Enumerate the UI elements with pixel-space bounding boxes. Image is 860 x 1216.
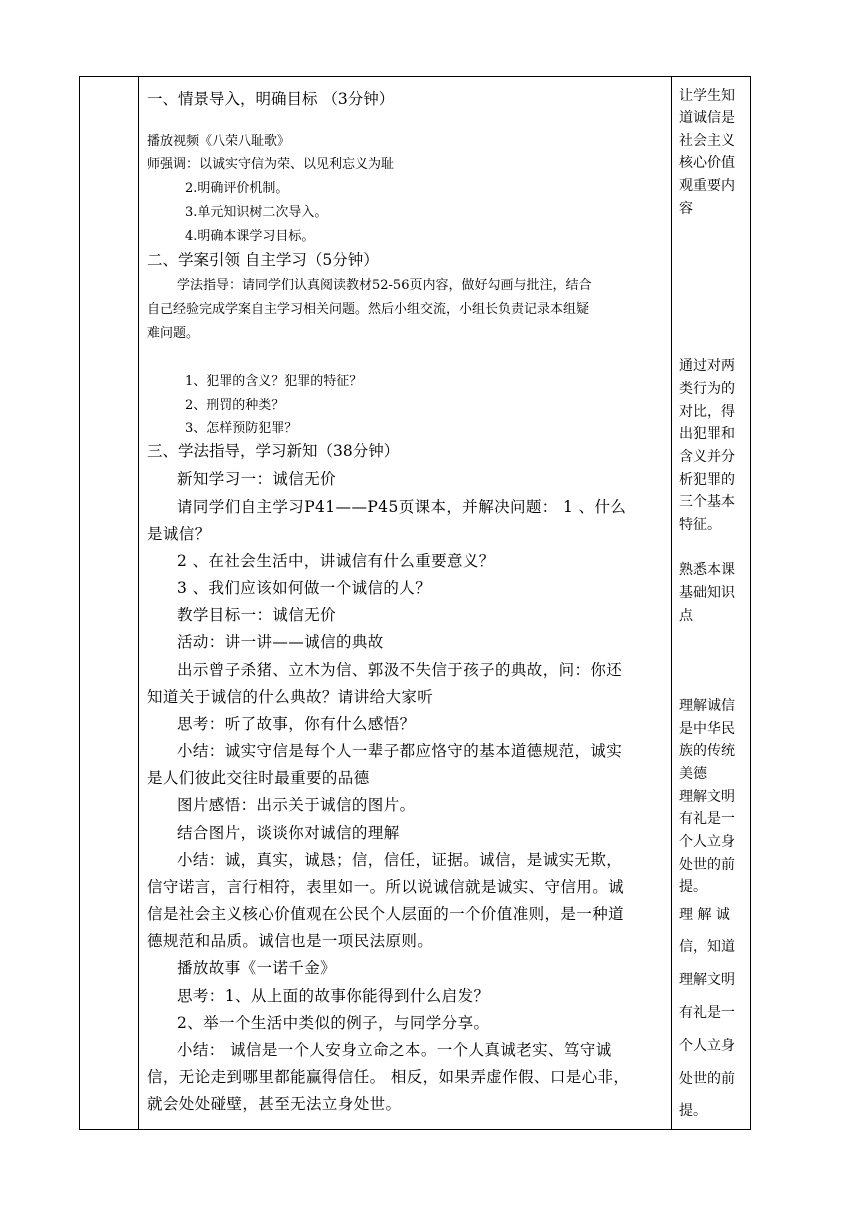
text-line: 小结：诚实守信是每个人一辈子都应恪守的基本道德规范，诚实	[177, 742, 623, 760]
note-line: 有礼是一	[679, 1005, 735, 1021]
note-line: 出犯罪和	[679, 426, 735, 442]
note-line: 类行为的	[679, 381, 735, 397]
note-line: 处世的前	[679, 1071, 735, 1087]
note-line: 个人立身	[679, 1038, 735, 1054]
text-line: 就会处处碰壁，甚至无法立身处世。	[147, 1095, 402, 1113]
note-line: 提。	[679, 1103, 707, 1119]
text-line: 自己经验完成学案自主学习相关问题。然后小组交流，小组长负责记录本组疑	[147, 302, 590, 317]
section-heading-2: 二、学案引领 自主学习（5分钟）	[147, 251, 379, 269]
note-line: 理解诚信	[679, 698, 735, 714]
note-line: 提。	[679, 879, 707, 895]
note-line: 通过对两	[679, 358, 735, 374]
text-line: 小结： 诚信是一个人安身立命之本。一个人真诚老实、笃守诚	[177, 1041, 612, 1059]
note-line: 是中华民	[679, 721, 735, 737]
text-line: 2、举一个生活中类似的例子，与同学分享。	[177, 1014, 490, 1032]
note-line: 观重要内	[679, 178, 735, 194]
text-line: 2 、在社会生活中，讲诚信有什么重要意义？	[177, 552, 495, 570]
text-line: 活动：讲一讲——诚信的典故	[177, 633, 384, 651]
note-line: 社会主义	[679, 133, 735, 149]
text-line: 2.明确评价机制。	[185, 181, 289, 196]
text-line: 信是社会主义核心价值观在公民个人层面的一个价值准则，是一种道	[147, 905, 625, 923]
text-line: 知道关于诚信的什么典故？请讲给大家听	[147, 688, 434, 706]
note-line: 族的传统	[679, 743, 735, 759]
note-line: 熟悉本课	[679, 562, 735, 578]
text-line: 德规范和品质。诚信也是一项民法原则。	[147, 932, 434, 950]
text-line: 新知学习一：诚信无价	[177, 470, 337, 488]
note-line: 理解文明	[679, 972, 735, 988]
note-line: 个人立身	[679, 834, 735, 850]
teaching-process-cell	[139, 77, 671, 1129]
text-line: 学法指导：请同学们认真阅读教材52-56页内容，做好勾画与批注，结合	[177, 278, 592, 293]
note-line: 含义并分	[679, 449, 735, 465]
text-line: 思考：1、从上面的故事你能得到什么启发？	[177, 987, 490, 1005]
note-line: 美德	[679, 766, 707, 782]
section-heading-1: 一、情景导入，明确目标 （3分钟）	[147, 90, 395, 108]
design-intent-cell	[672, 77, 751, 1129]
text-line: 信，无论走到哪里都能赢得信任。 相反，如果弄虚作假、口是心非，	[147, 1068, 630, 1086]
question-line: 1、犯罪的含义？犯罪的特征？	[185, 374, 363, 389]
note-line: 基础知识	[679, 585, 735, 601]
text-line: 教学目标一：诚信无价	[177, 606, 337, 624]
note-line: 析犯罪的	[679, 472, 735, 488]
note-line: 有礼是一	[679, 811, 735, 827]
text-line: 播放视频《八荣八耻歌》	[147, 134, 291, 149]
text-line: 师强调：以诚实守信为荣、以见利忘义为耻	[147, 157, 395, 172]
text-line: 是人们彼此交往时最重要的品德	[147, 769, 370, 787]
text-line: 是诚信？	[147, 525, 211, 543]
question-line: 3、怎样预防犯罪？	[185, 421, 298, 436]
text-line: 思考：听了故事，你有什么感悟？	[177, 715, 416, 733]
section-heading-3: 三、学法指导，学习新知（38分钟）	[147, 442, 400, 460]
question-line: 2、刑罚的种类？	[185, 398, 285, 413]
note-line: 三个基本	[679, 494, 735, 510]
lesson-plan-table	[79, 76, 751, 1130]
note-line: 点	[679, 608, 693, 624]
note-line: 道诚信是	[679, 110, 735, 126]
note-line: 处世的前	[679, 857, 735, 873]
text-line: 信守诺言，言行相符，表里如一。所以说诚信就是诚实、守信用。诚	[147, 878, 625, 896]
note-line: 核心价值	[679, 155, 735, 171]
text-line: 3 、我们应该如何做一个诚信的人？	[177, 579, 432, 597]
text-line: 结合图片，谈谈你对诚信的理解	[177, 824, 400, 842]
text-line: 3.单元知识树二次导入。	[185, 205, 328, 220]
note-line: 信，知道	[679, 939, 735, 955]
note-line: 理解文明	[679, 789, 735, 805]
note-line: 理 解 诚	[679, 907, 730, 923]
text-line: 难问题。	[147, 326, 200, 341]
note-line: 对比，得	[679, 404, 735, 420]
text-line: 小结：诚，真实，诚恳；信，信任，证据。诚信，是诚实无欺，	[177, 851, 623, 869]
text-line: 4.明确本课学习目标。	[185, 229, 315, 244]
note-line: 特征。	[679, 517, 721, 533]
text-line: 播放故事《一诺千金》	[177, 959, 337, 977]
note-line: 容	[679, 201, 693, 217]
text-line: 图片感悟：出示关于诚信的图片。	[177, 796, 416, 814]
text-line: 请同学们自主学习P41——P45页课本，并解决问题： 1 、什么	[177, 498, 627, 516]
text-line: 出示曾子杀猪、立木为信、郭汲不失信于孩子的典故，问：你还	[177, 661, 623, 679]
note-line: 让学生知	[679, 88, 735, 104]
